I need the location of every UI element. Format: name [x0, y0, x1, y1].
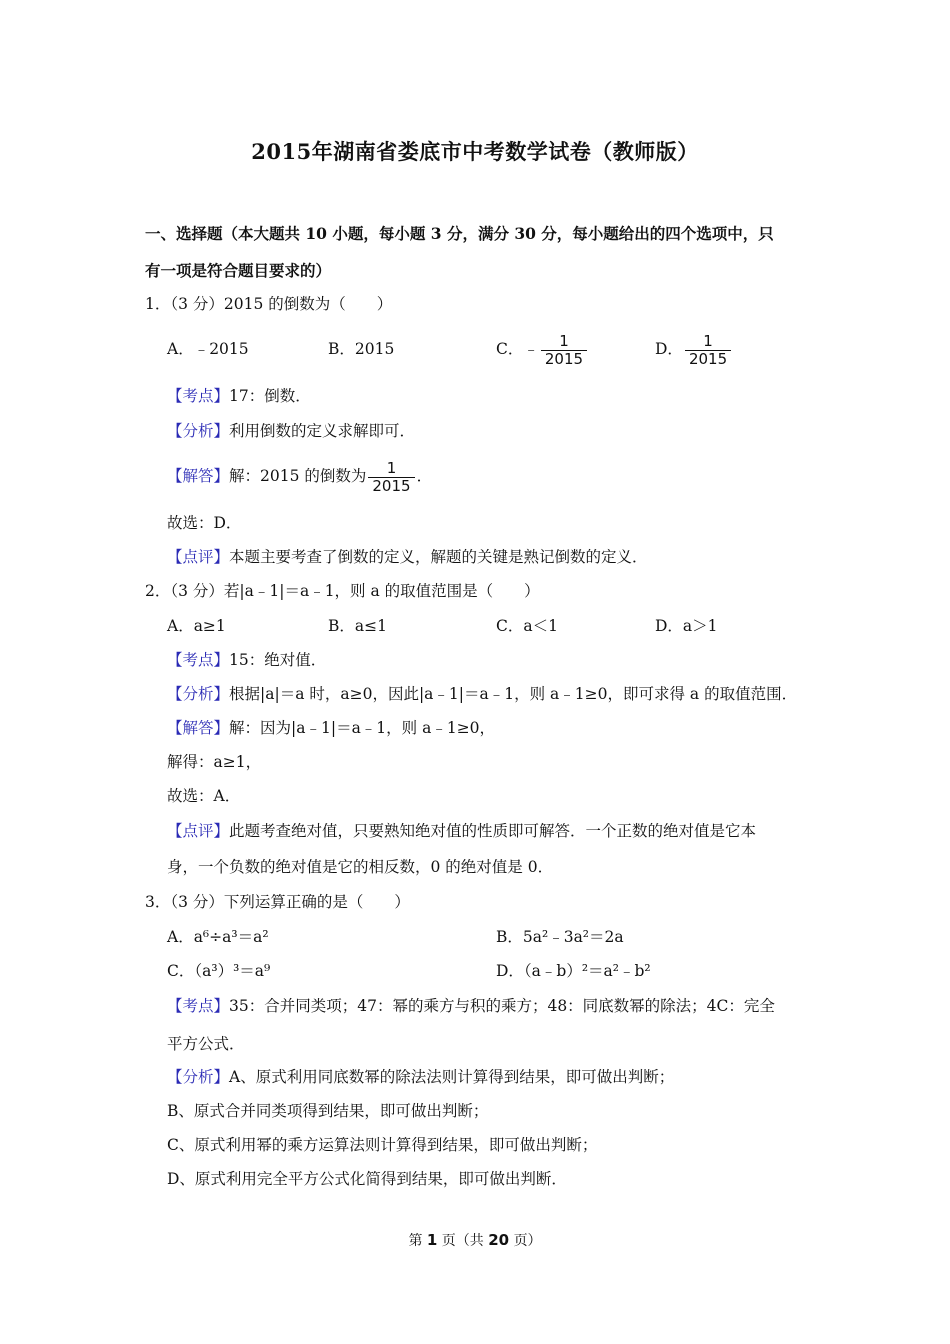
- fraction-numerator: 1: [703, 331, 713, 350]
- fraction-denominator: 2015: [685, 350, 731, 368]
- dianping-tag: 【点评】: [167, 822, 230, 840]
- q1-fenxi: [167, 421, 415, 441]
- q2-option-c: C．a＜1: [496, 617, 558, 635]
- q3-stem: 3．（3 分）下列运算正确的是（ ）: [145, 893, 410, 911]
- page-footer: [0, 1230, 950, 1250]
- footer-total-pages: 20: [488, 1231, 510, 1249]
- fraction-denominator: 2015: [368, 477, 414, 495]
- section-heading-line1: 一、选择题（本大题共 10 小题，每小题 3 分，满分 30 分，每小题给出的四个选项中，只: [145, 224, 774, 243]
- q1-jieda-text: 解：2015 的倒数为: [229, 467, 367, 485]
- q3-fenxi-b: B、原式合并同类项得到结果，即可做出判断；: [167, 1102, 489, 1120]
- q1-fenxi-text: 利用倒数的定义求解即可．: [229, 422, 416, 440]
- q1-jieda-suffix: ．: [416, 467, 433, 485]
- q3-fenxi: [167, 1067, 674, 1087]
- q2-stem: 2．（3 分）若|a﹣1|＝a﹣1，则 a 的取值范围是（ ）: [145, 582, 540, 600]
- q3-option-b: B．5a²﹣3a²＝2a: [496, 928, 624, 946]
- q1-kaodian: [167, 386, 311, 406]
- jieda-tag: 【解答】: [167, 467, 230, 485]
- fenxi-tag: 【分析】: [167, 685, 230, 703]
- q2-option-b: B．a≤1: [328, 617, 387, 635]
- fraction-numerator: 1: [559, 331, 569, 350]
- q2-dianping-text: 此题考查绝对值，只要熟知绝对值的性质即可解答．一个正数的绝对值是它本: [229, 822, 757, 840]
- q3-option-d: D．（a﹣b）²＝a²﹣b²: [496, 962, 651, 980]
- q1-jieda-fraction: [368, 460, 414, 495]
- fraction-numerator: 1: [386, 458, 397, 477]
- q1-option-d-fraction: [685, 333, 731, 368]
- q1-option-c: [496, 329, 589, 369]
- kaodian-tag: 【考点】: [167, 651, 230, 669]
- q1-option-c-fraction: [541, 333, 587, 368]
- q2-option-d: D．a＞1: [655, 617, 718, 635]
- q3-kaodian-text: 35：合并同类项；47：幂的乘方与积的乘方；48：同底数幂的除法；4C：完全: [229, 997, 775, 1015]
- dianping-tag: 【点评】: [167, 548, 230, 566]
- q3-option-c: C．（a³）³＝a⁹: [167, 962, 271, 980]
- q2-jieda: [167, 718, 495, 738]
- footer-suffix: 页）: [513, 1233, 542, 1249]
- fenxi-tag: 【分析】: [167, 422, 230, 440]
- jieda-tag: 【解答】: [167, 719, 230, 737]
- footer-prefix: 第: [408, 1233, 423, 1249]
- q1-dianping: [167, 547, 648, 567]
- q2-jiede: 解得：a≥1，: [167, 753, 262, 771]
- q2-fenxi-text: 根据|a|＝a 时，a≥0，因此|a﹣1|＝a﹣1，则 a﹣1≥0，即可求得 a 的取值范围．: [229, 685, 798, 703]
- q1-guxuan: 故选：D．: [167, 514, 242, 532]
- q1-option-a: A．﹣2015: [167, 340, 249, 358]
- q3-fenxi-a: A、原式利用同底数幂的除法法则计算得到结果，即可做出判断；: [229, 1068, 675, 1086]
- fraction-denominator: 2015: [541, 350, 587, 368]
- q2-kaodian: [167, 650, 326, 670]
- q2-guxuan: 故选：A．: [167, 787, 241, 805]
- q2-option-a: A．a≥1: [167, 617, 226, 635]
- q1-option-d: [655, 329, 733, 369]
- page-title: 2015年湖南省娄底市中考数学试卷（教师版）: [251, 139, 699, 164]
- q2-kaodian-text: 15：绝对值．: [229, 651, 327, 669]
- q3-kaodian-cont: 平方公式．: [167, 1035, 245, 1053]
- q1-option-c-prefix: C．﹣: [496, 340, 539, 358]
- q2-dianping-cont: 身，一个负数的绝对值是它的相反数，0 的绝对值是 0．: [167, 858, 554, 876]
- q1-jieda: [167, 456, 432, 496]
- kaodian-tag: 【考点】: [167, 997, 230, 1015]
- section-heading-line2: 有一项是符合题目要求的）: [145, 261, 332, 280]
- footer-page-number: 1: [426, 1231, 438, 1249]
- footer-mid: 页（共: [441, 1233, 484, 1249]
- q2-dianping: [167, 821, 756, 841]
- q1-stem: 1．（3 分）2015 的倒数为（ ）: [145, 295, 393, 313]
- q3-fenxi-d: D、原式利用完全平方公式化简得到结果，即可做出判断．: [167, 1170, 567, 1188]
- q2-jieda-text: 解：因为|a﹣1|＝a﹣1，则 a﹣1≥0，: [229, 719, 496, 737]
- q1-option-d-prefix: D．: [655, 340, 683, 358]
- q2-fenxi: [167, 684, 797, 704]
- q1-dianping-text: 本题主要考查了倒数的定义，解题的关键是熟记倒数的定义．: [229, 548, 648, 566]
- q3-kaodian: [167, 996, 775, 1016]
- q3-fenxi-c: C、原式利用幂的乘方运算法则计算得到结果，即可做出判断；: [167, 1136, 598, 1154]
- q1-option-b: B．2015: [328, 340, 395, 358]
- q1-kaodian-text: 17：倒数．: [229, 387, 311, 405]
- q3-option-a: A．a⁶÷a³＝a²: [167, 928, 269, 946]
- kaodian-tag: 【考点】: [167, 387, 230, 405]
- fenxi-tag: 【分析】: [167, 1068, 230, 1086]
